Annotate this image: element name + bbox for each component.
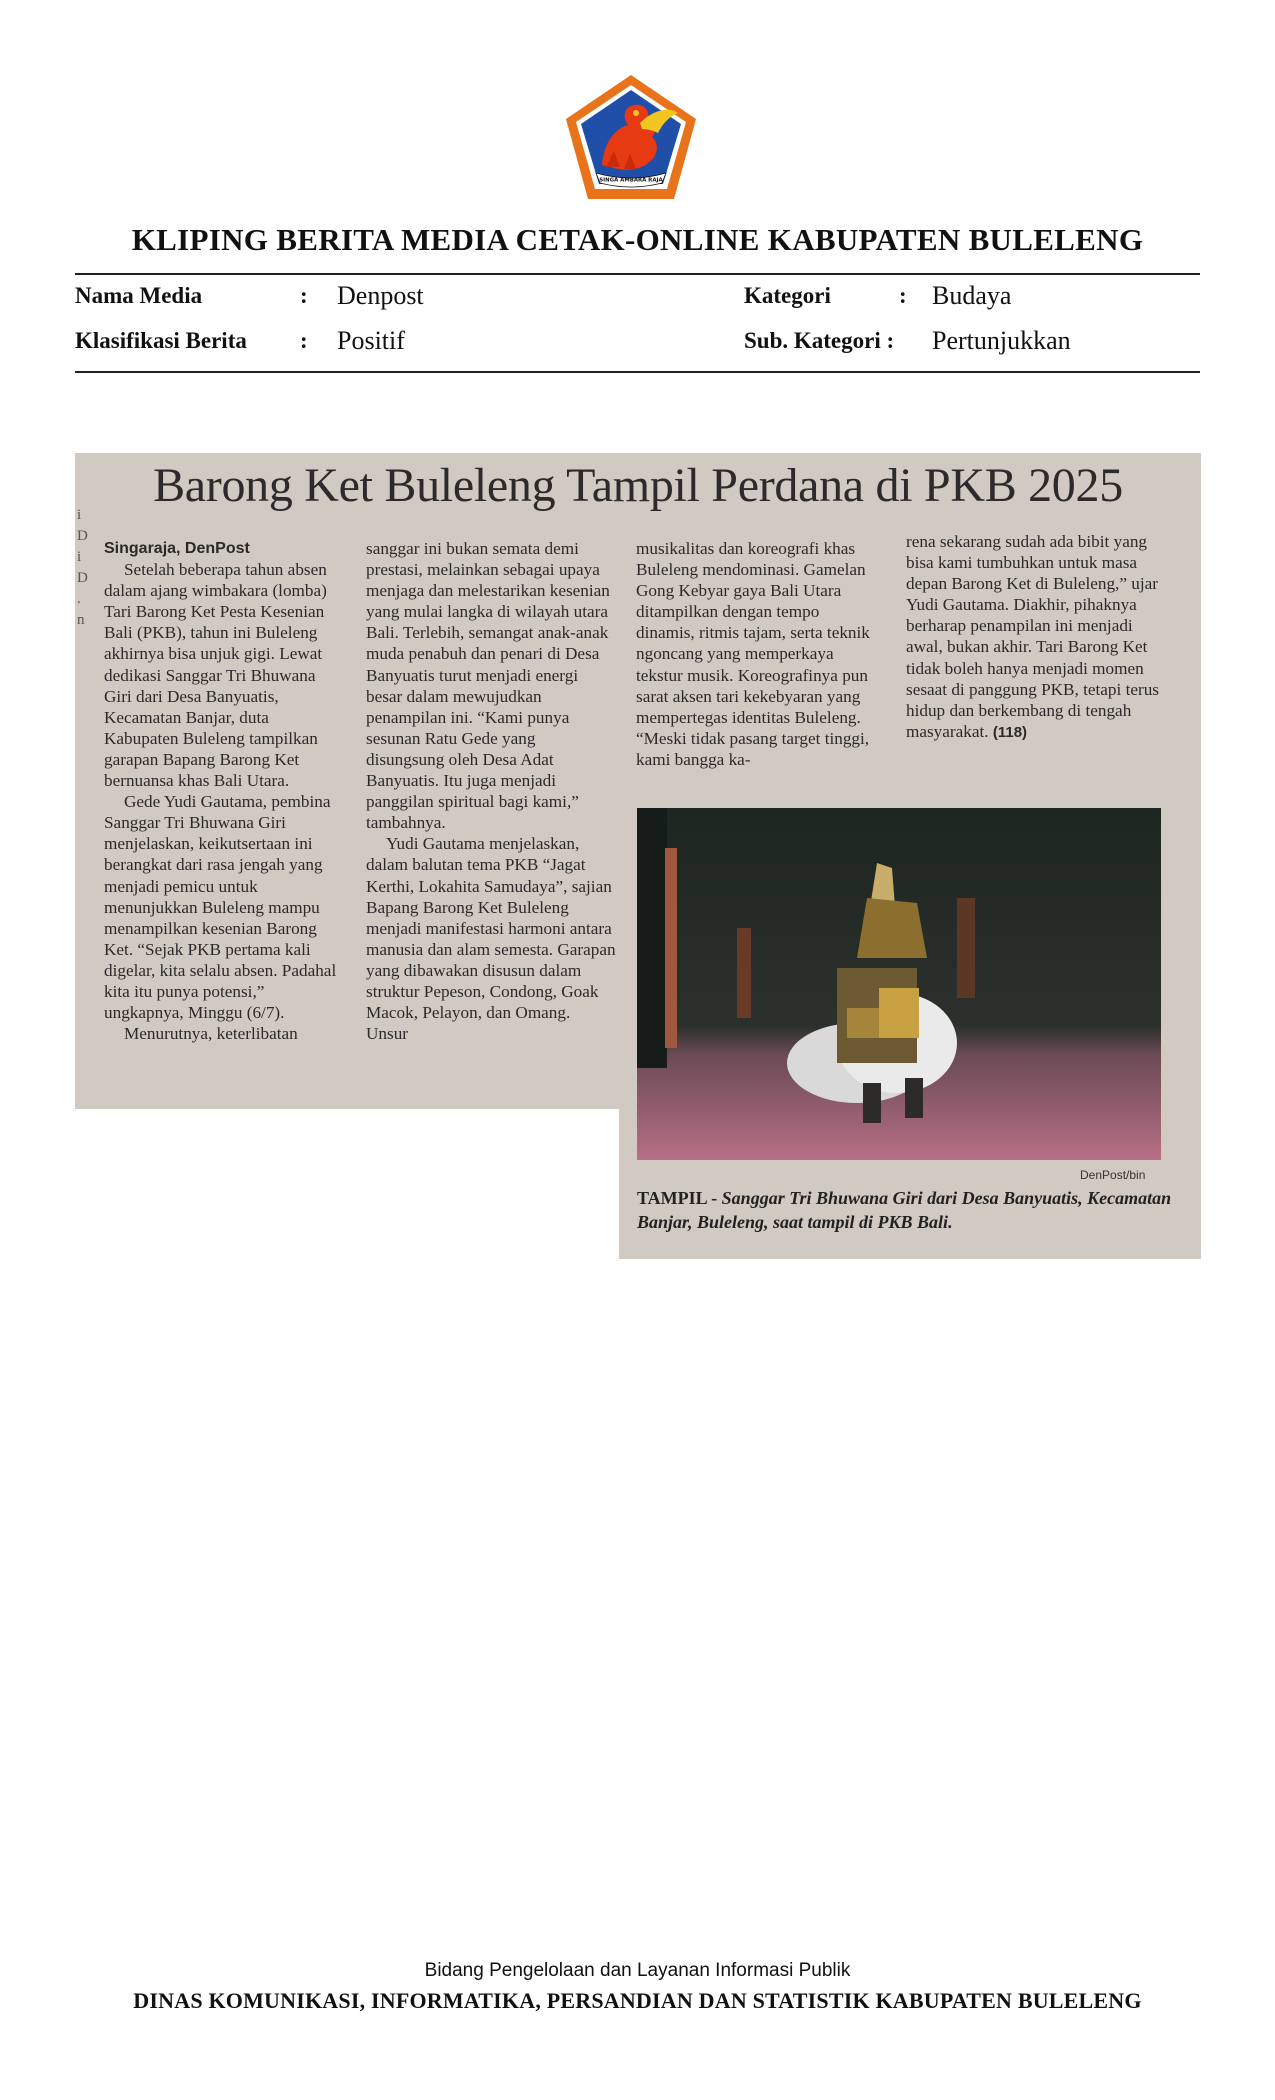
nama-media-value: Denpost	[337, 281, 424, 310]
header-rule-bottom	[75, 371, 1200, 373]
caption-text: Sanggar Tri Bhuwana Giri dari Desa Banyuatis, Kecamatan Banjar, Buleleng, saat tampil di PKB Bali.	[637, 1188, 1172, 1232]
kategori-value: Budaya	[932, 281, 1012, 310]
paragraph: Gede Yudi Gautama, pembina Sanggar Tri Bhuwana Giri menjelaskan, keikutsertaan ini berangkat dari rasa jengah yang menjadi pemicu untuk menunjukkan Buleleng mampu menampilkan kesenian Barong Ket. “Sejak PKB pertama kali digelar, kita selalu absen. Padahal kita itu punya potensi,” ungkapnya, Minggu (6/7).	[104, 792, 337, 1023]
nama-media-colon: :	[300, 283, 308, 308]
kategori-label: Kategori	[744, 283, 831, 308]
photo-credit: DenPost/bin	[1080, 1168, 1146, 1182]
article-column-2	[366, 538, 616, 1044]
document-title: KLIPING BERITA MEDIA CETAK-ONLINE KABUPATEN BULELENG	[131, 222, 1144, 257]
klasifikasi-label: Klasifikasi Berita	[75, 328, 247, 353]
barong-performance-photo	[637, 808, 1161, 1160]
article-reference: (118)	[992, 723, 1028, 741]
article-dateline: Singaraja, DenPost	[104, 540, 250, 557]
margin-fragment: i D i D . n	[77, 507, 88, 628]
paragraph: Menurutnya, keterlibatan	[124, 1024, 298, 1044]
paragraph-text: rena sekarang sudah ada bibit yang bisa kami tumbuhkan untuk masa depan Barong Ket di Buleleng,” ujar Yudi Gautama. Diakhir, pihaknya berharap penampilan ini menjadi awal, bukan akhir. Tari Barong Ket tidak boleh hanya menjadi momen sesaat di panggung PKB, tetapi terus hidup dan berkembang di tengah masyarakat.	[906, 532, 1159, 741]
footer-division: Bidang Pengelolaan dan Layanan Informasi Publik	[424, 1960, 851, 1981]
photo-caption	[637, 1186, 1177, 1234]
klasifikasi-value: Positif	[337, 326, 405, 355]
paragraph	[906, 531, 1162, 743]
sub-kategori-value: Pertunjukkan	[932, 326, 1071, 355]
footer-agency: DINAS KOMUNIKASI, INFORMATIKA, PERSANDIAN DAN STATISTIK KABUPATEN BULELENG	[133, 1988, 1142, 2013]
header-rule-top	[75, 273, 1200, 275]
buleleng-emblem-icon	[562, 73, 700, 201]
article-column-4	[906, 531, 1162, 743]
kategori-colon: :	[899, 283, 907, 308]
paragraph: Setelah beberapa tahun absen dalam ajang wimbakara (lomba) Tari Barong Ket Pesta Kesenian Bali (PKB), tahun ini Buleleng akhirnya bisa unjuk gigi. Lewat dedikasi Sanggar Tri Bhuwana Giri dari Desa Banyuatis, Kecamatan Banjar, duta Kabupaten Buleleng tampilkan garapan Bapang Barong Ket bernuansa khas Bali Utara.	[104, 560, 327, 791]
paragraph: musikalitas dan koreografi khas Buleleng mendominasi. Gamelan Gong Kebyar gaya Bali Utara ditampilkan dengan tempo dinamis, ritmis tajam, serta teknik ngoncang yang memperkaya tekstur musik. Koreografinya pun sarat aksen tari kekebyaran yang mempertegas identitas Buleleng. “Meski tidak pasang target tinggi, kami bangga ka-	[636, 539, 870, 769]
emblem-motto: SINGA AMBARA RAJA	[599, 177, 663, 184]
article-column-1	[104, 538, 346, 1044]
nama-media-label: Nama Media	[75, 283, 203, 308]
sub-kategori-label: Sub. Kategori :	[744, 328, 895, 353]
klasifikasi-colon: :	[300, 328, 308, 353]
paragraph: sanggar ini bukan semata demi prestasi, melainkan sebagai upaya menjaga dan melestarikan kesenian yang mulai langka di wilayah utara Bali. Terlebih, semangat anak-anak muda penabuh dan penari di Desa Banyuatis turut menjadi energi besar dalam mewujudkan penampilan ini. “Kami punya sesunan Ratu Gede yang disungsung oleh Desa Adat Banyuatis. Itu juga menjadi panggilan spiritual bagi kami,” tambahnya.	[366, 539, 610, 833]
article-headline: Barong Ket Buleleng Tampil Perdana di PKB 2025	[153, 459, 1123, 512]
paragraph: Yudi Gautama menjelaskan, dalam balutan tema PKB “Jagat Kerthi, Lokahita Samudaya”, sajian Bapang Barong Ket Buleleng menjadi manifestasi harmoni antara manusia dan alam semesta. Garapan yang dibawakan disusun dalam struktur Pepeson, Condong, Goak Macok, Pelayon, dan Omang. Unsur	[366, 834, 616, 1044]
article-column-3	[636, 538, 880, 770]
caption-lead: TAMPIL -	[637, 1188, 718, 1208]
